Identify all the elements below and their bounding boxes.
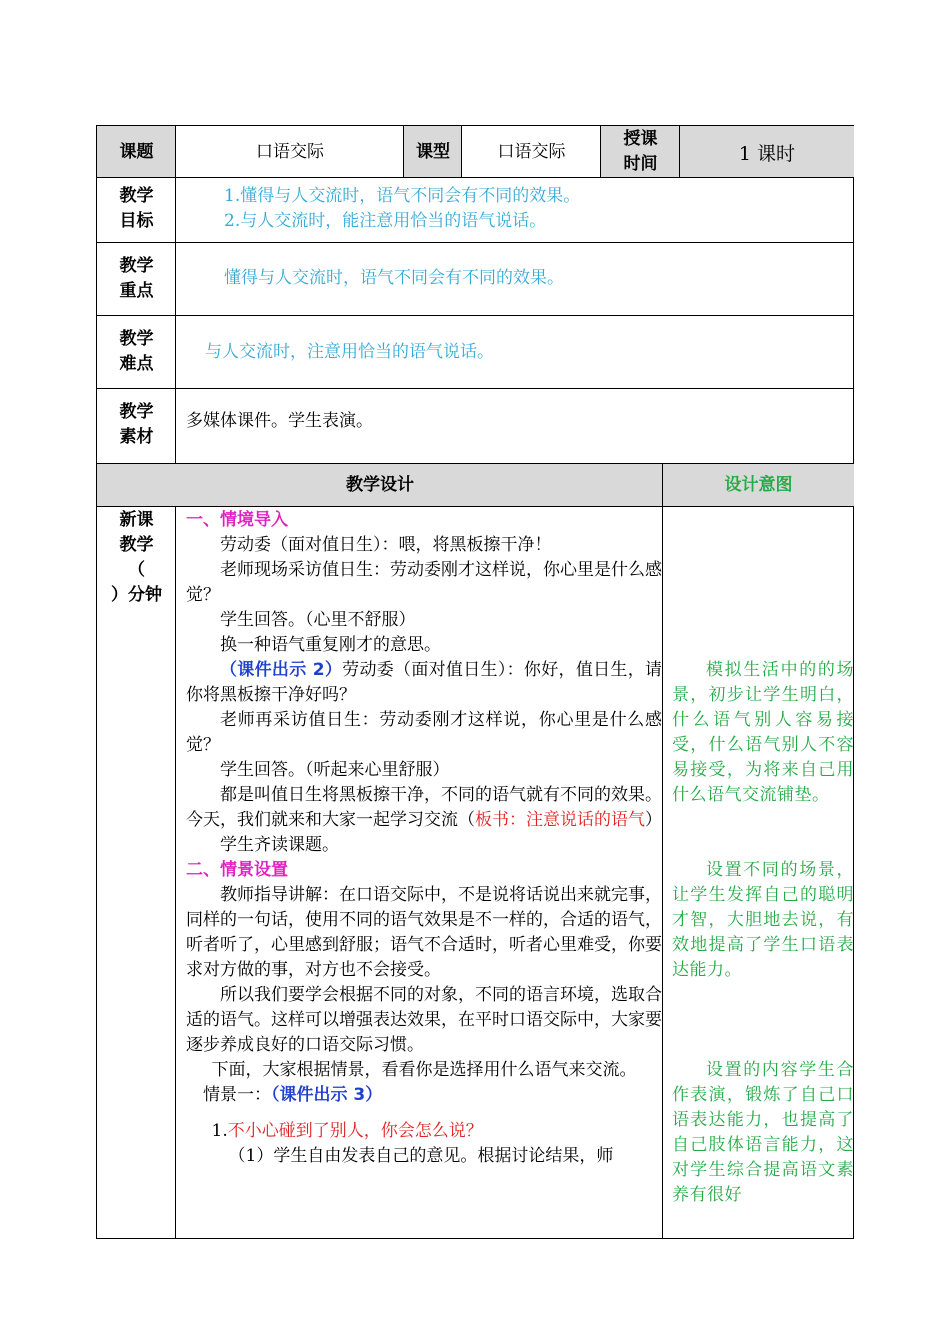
key-point-text: 懂得与人交流时，语气不同会有不同的效果。 xyxy=(224,268,564,288)
q1-question: 不小心碰到了别人，你会怎么说？ xyxy=(227,1121,483,1141)
lesson-plan-table xyxy=(96,125,854,1239)
materials-label-line2: 素材 xyxy=(119,427,154,447)
goals-label xyxy=(97,184,176,234)
materials-label xyxy=(97,400,176,450)
content-p5 xyxy=(186,658,662,708)
content-p13-text: 情景一： xyxy=(203,1085,271,1105)
content-p3: 学生回答。（心里不舒服） xyxy=(220,610,416,630)
goal-item-2: 2.与人交流时，能注意用恰当的语气说话。 xyxy=(224,211,547,231)
key-point-label xyxy=(97,254,176,304)
intent-header: 设计意图 xyxy=(663,464,854,506)
intent-2: 设置不同的场景，让学生发挥自己的聪明才智，大胆地去说，有效地提高了学生口语表达能力。 xyxy=(672,860,854,980)
intent-content xyxy=(672,508,854,1238)
row-divider-materials xyxy=(97,463,854,464)
key-point-label-line1: 教学 xyxy=(119,256,154,276)
section-1-title: 一、情境导入 xyxy=(186,510,288,530)
col-divider-label-lower xyxy=(175,507,176,1239)
content-p6: 老师再采访值日生：劳动委刚才这样说，你心里是什么感觉？ xyxy=(186,710,662,755)
topic-value: 口语交际 xyxy=(256,141,324,162)
content-p11: 所以我们要学会根据不同的对象，不同的语言环境，选取合适的语气。这样可以增强表达效果，在平时口语交际中，大家要逐步养成良好的口语交际习惯。 xyxy=(186,985,662,1055)
row-divider-difficulty xyxy=(97,388,854,389)
lesson-label xyxy=(97,508,176,608)
section-2-title: 二、情景设置 xyxy=(186,860,288,880)
lesson-label-line2: 教学 xyxy=(119,535,154,555)
intent-3: 设置的内容学生合作表演，锻炼了自己口语表达能力，也提高了自己肢体语言能力，这对学生综合提高语文素养有很好 xyxy=(672,1060,854,1205)
row-divider-design xyxy=(97,506,854,507)
lesson-label-line4: ）分钟 xyxy=(111,585,162,605)
row-divider-key xyxy=(97,315,854,316)
lesson-label-line3: （ xyxy=(128,560,145,580)
time-label xyxy=(601,126,680,178)
content-p1: 劳动委（面对值日生）：喂，将黑板擦干净！ xyxy=(220,535,552,555)
content-p10: 教师指导讲解：在口语交际中，不是说将话说出来就完事，同样的一句话，使用不同的语气效果是不一样的，合适的语气，听者听了，心里感到舒服；语气不合适时，听者心里难受，你要求对方做的事，对方也不会接受。 xyxy=(186,885,662,980)
goal-item-1: 1.懂得与人交流时，语气不同会有不同的效果。 xyxy=(224,186,581,206)
time-label-line1: 授课 xyxy=(623,129,658,149)
blackboard-note: 板书：注意说话的语气 xyxy=(475,810,645,830)
content-p4: 换一种语气重复刚才的意思。 xyxy=(220,635,441,655)
content-p12: 下面，大家根据情景，看看你是选择用什么语气来交流。 xyxy=(211,1060,637,1080)
courseware-tag-3: （课件出示 3） xyxy=(271,1085,383,1105)
content-q1-sub: （1）学生自由发表自己的意见。根据讨论结果，师 xyxy=(228,1146,614,1166)
time-label-line2: 时间 xyxy=(623,154,658,174)
content-q1 xyxy=(186,1119,662,1144)
goals-label-line2: 目标 xyxy=(119,211,154,231)
col-divider-intent xyxy=(662,464,663,1239)
difficulty-text: 与人交流时，注意用恰当的语气说话。 xyxy=(205,342,494,362)
topic-label: 课题 xyxy=(97,126,176,178)
content-p8-text: 都是叫值日生将黑板擦干净，不同的语气就有不同的效果。今天，我们就来和大家一起学习交流（ xyxy=(186,785,662,830)
col-divider-time xyxy=(679,126,680,178)
materials-label-line1: 教学 xyxy=(119,402,154,422)
col-divider-type xyxy=(461,126,462,178)
courseware-tag-2: （课件出示 2） xyxy=(220,660,343,680)
difficulty-label-line2: 难点 xyxy=(119,354,154,374)
content-p9: 学生齐读课题。 xyxy=(220,835,339,855)
content-p7: 学生回答。（听起来心里舒服） xyxy=(220,760,450,780)
type-value: 口语交际 xyxy=(497,141,566,162)
content-p2: 老师现场采访值日生：劳动委刚才这样说，你心里是什么感觉？ xyxy=(186,560,662,605)
design-content xyxy=(186,508,662,1238)
materials-text: 多媒体课件。学生表演。 xyxy=(186,411,373,431)
col-divider-label xyxy=(175,126,176,464)
content-p5-text: 劳动委（面对值日生）：你好，值日生，请你将黑板擦干净好吗？ xyxy=(186,660,662,705)
hours-value: 1 课时 xyxy=(680,126,854,178)
col-divider-typevalue xyxy=(600,126,601,178)
row-divider-header xyxy=(97,177,854,178)
row-divider-goals xyxy=(97,242,854,243)
difficulty-label xyxy=(97,327,176,377)
content-p13 xyxy=(186,1083,662,1108)
content-p8-end: ） xyxy=(645,810,662,830)
design-header: 教学设计 xyxy=(97,464,663,506)
goals-content xyxy=(224,184,844,234)
goals-label-line1: 教学 xyxy=(119,186,154,206)
intent-1: 模拟生活中的的场景，初步让学生明白，什么语气别人容易接受，什么语气别人不容易接受，为将来自己用什么语气交流铺垫。 xyxy=(672,660,854,805)
key-point-label-line2: 重点 xyxy=(119,281,154,301)
q1-num: 1. xyxy=(211,1121,228,1141)
difficulty-label-line1: 教学 xyxy=(119,329,154,349)
content-p8 xyxy=(186,783,662,833)
col-divider-topic xyxy=(403,126,404,178)
lesson-label-line1: 新课 xyxy=(119,510,154,530)
type-label: 课型 xyxy=(404,126,462,178)
